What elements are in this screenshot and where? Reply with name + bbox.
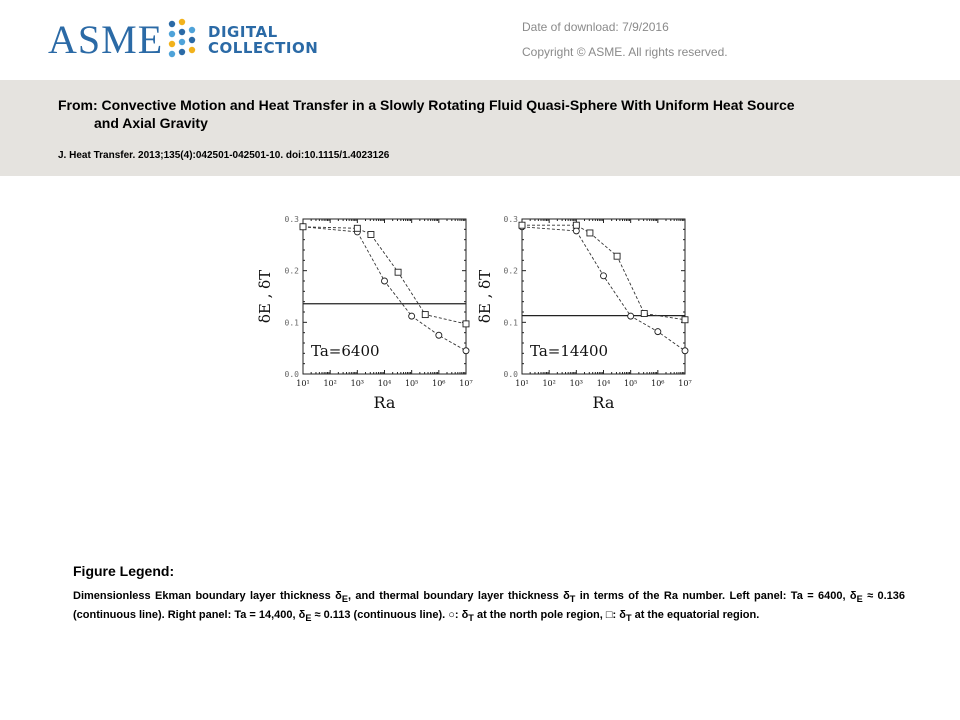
- x-tick-label: 10²: [542, 379, 556, 388]
- series-line-square: [303, 227, 466, 324]
- x-tick-label: 10⁴: [377, 379, 392, 388]
- y-tick-label: 0.1: [503, 318, 518, 328]
- figure-legend-body: [73, 588, 905, 626]
- data-point-square: [573, 222, 579, 228]
- article-title-line2: and Axial Gravity: [94, 115, 208, 131]
- article-title: [58, 96, 908, 132]
- panel-annotation: Ta=14400: [530, 341, 609, 360]
- logo-digital-line2: COLLECTION: [208, 39, 319, 57]
- y-tick-label: 0.3: [284, 215, 299, 224]
- logo-digital-line1: DIGITAL: [208, 23, 278, 41]
- x-tick-label: 10¹: [515, 379, 529, 388]
- data-point-circle: [436, 332, 442, 338]
- x-tick-label: 10³: [569, 379, 584, 388]
- series-line-circle: [303, 227, 466, 351]
- y-tick-label: 0.1: [284, 318, 299, 328]
- chart-panel-right: [476, 215, 692, 412]
- y-axis-label: δE , δT: [476, 269, 494, 324]
- copyright-notice: Copyright © ASME. All rights reserved.: [522, 45, 728, 59]
- dots-icon: [164, 16, 204, 64]
- y-axis-label: δE , δT: [256, 269, 274, 324]
- panel-annotation: Ta=6400: [311, 341, 380, 360]
- y-tick-label: 0.0: [284, 370, 299, 379]
- data-point-circle: [682, 348, 688, 354]
- chart-panel-left: [256, 215, 473, 412]
- figure-legend-title: Figure Legend:: [73, 563, 175, 579]
- x-tick-label: 10⁶: [651, 379, 665, 388]
- figure: [250, 205, 710, 415]
- y-tick-label: 0.0: [503, 370, 518, 379]
- data-point-square: [463, 321, 469, 327]
- x-tick-label: 10⁷: [459, 379, 473, 388]
- logo-digital-collection: [208, 24, 318, 56]
- data-point-square: [300, 224, 306, 230]
- x-tick-label: 10¹: [296, 379, 310, 388]
- data-point-square: [354, 225, 360, 231]
- data-point-square: [682, 317, 688, 323]
- legend-text-1: Dimensionless Ekman boundary layer thickness $\delta_E$, and thermal boundary layer thickness $\delta_T$ in terms of the Ra number. Left panel: Ta = 6400, $\delta_E \approx 0.136$ (continuous line). Right panel: Ta = 14,400, $\delta_E \approx 0.113$ (continuous line). ○: $\delta_T$ at the north pole region, □: $\delta_T$ at the equatorial region.: [73, 590, 906, 624]
- data-point-circle: [382, 278, 388, 284]
- figure-svg: [250, 205, 710, 415]
- data-point-square: [422, 312, 428, 318]
- x-axis-label: Ra: [592, 393, 615, 412]
- asme-logo[interactable]: [48, 8, 328, 72]
- asme-logo-text: ASME: [48, 17, 164, 62]
- x-tick-label: 10⁷: [678, 379, 692, 388]
- y-tick-label: 0.3: [503, 215, 518, 224]
- x-tick-label: 10⁵: [404, 379, 419, 388]
- data-point-square: [519, 222, 525, 228]
- data-point-square: [395, 269, 401, 275]
- x-tick-label: 10⁵: [623, 379, 638, 388]
- x-tick-label: 10⁴: [596, 379, 611, 388]
- data-point-circle: [573, 228, 579, 234]
- article-title-line1: From: Convective Motion and Heat Transfer in a Slowly Rotating Fluid Quasi-Sphere With Uniform Heat Source: [58, 97, 795, 113]
- x-axis-label: Ra: [373, 393, 396, 412]
- data-point-square: [614, 253, 620, 259]
- data-point-circle: [628, 313, 634, 319]
- y-tick-label: 0.2: [503, 266, 518, 276]
- y-tick-label: 0.2: [284, 266, 299, 276]
- data-point-circle: [655, 329, 661, 335]
- data-point-square: [368, 232, 374, 238]
- data-point-circle: [409, 313, 415, 319]
- date-of-download: Date of download: 7/9/2016: [522, 20, 669, 34]
- data-point-square: [641, 311, 647, 317]
- data-point-circle: [463, 348, 469, 354]
- x-tick-label: 10²: [323, 379, 337, 388]
- data-point-square: [587, 230, 593, 236]
- data-point-circle: [601, 273, 607, 279]
- x-tick-label: 10³: [350, 379, 365, 388]
- x-tick-label: 10⁶: [432, 379, 446, 388]
- article-citation: J. Heat Transfer. 2013;135(4):042501-042501-10. doi:10.1115/1.4023126: [58, 150, 390, 161]
